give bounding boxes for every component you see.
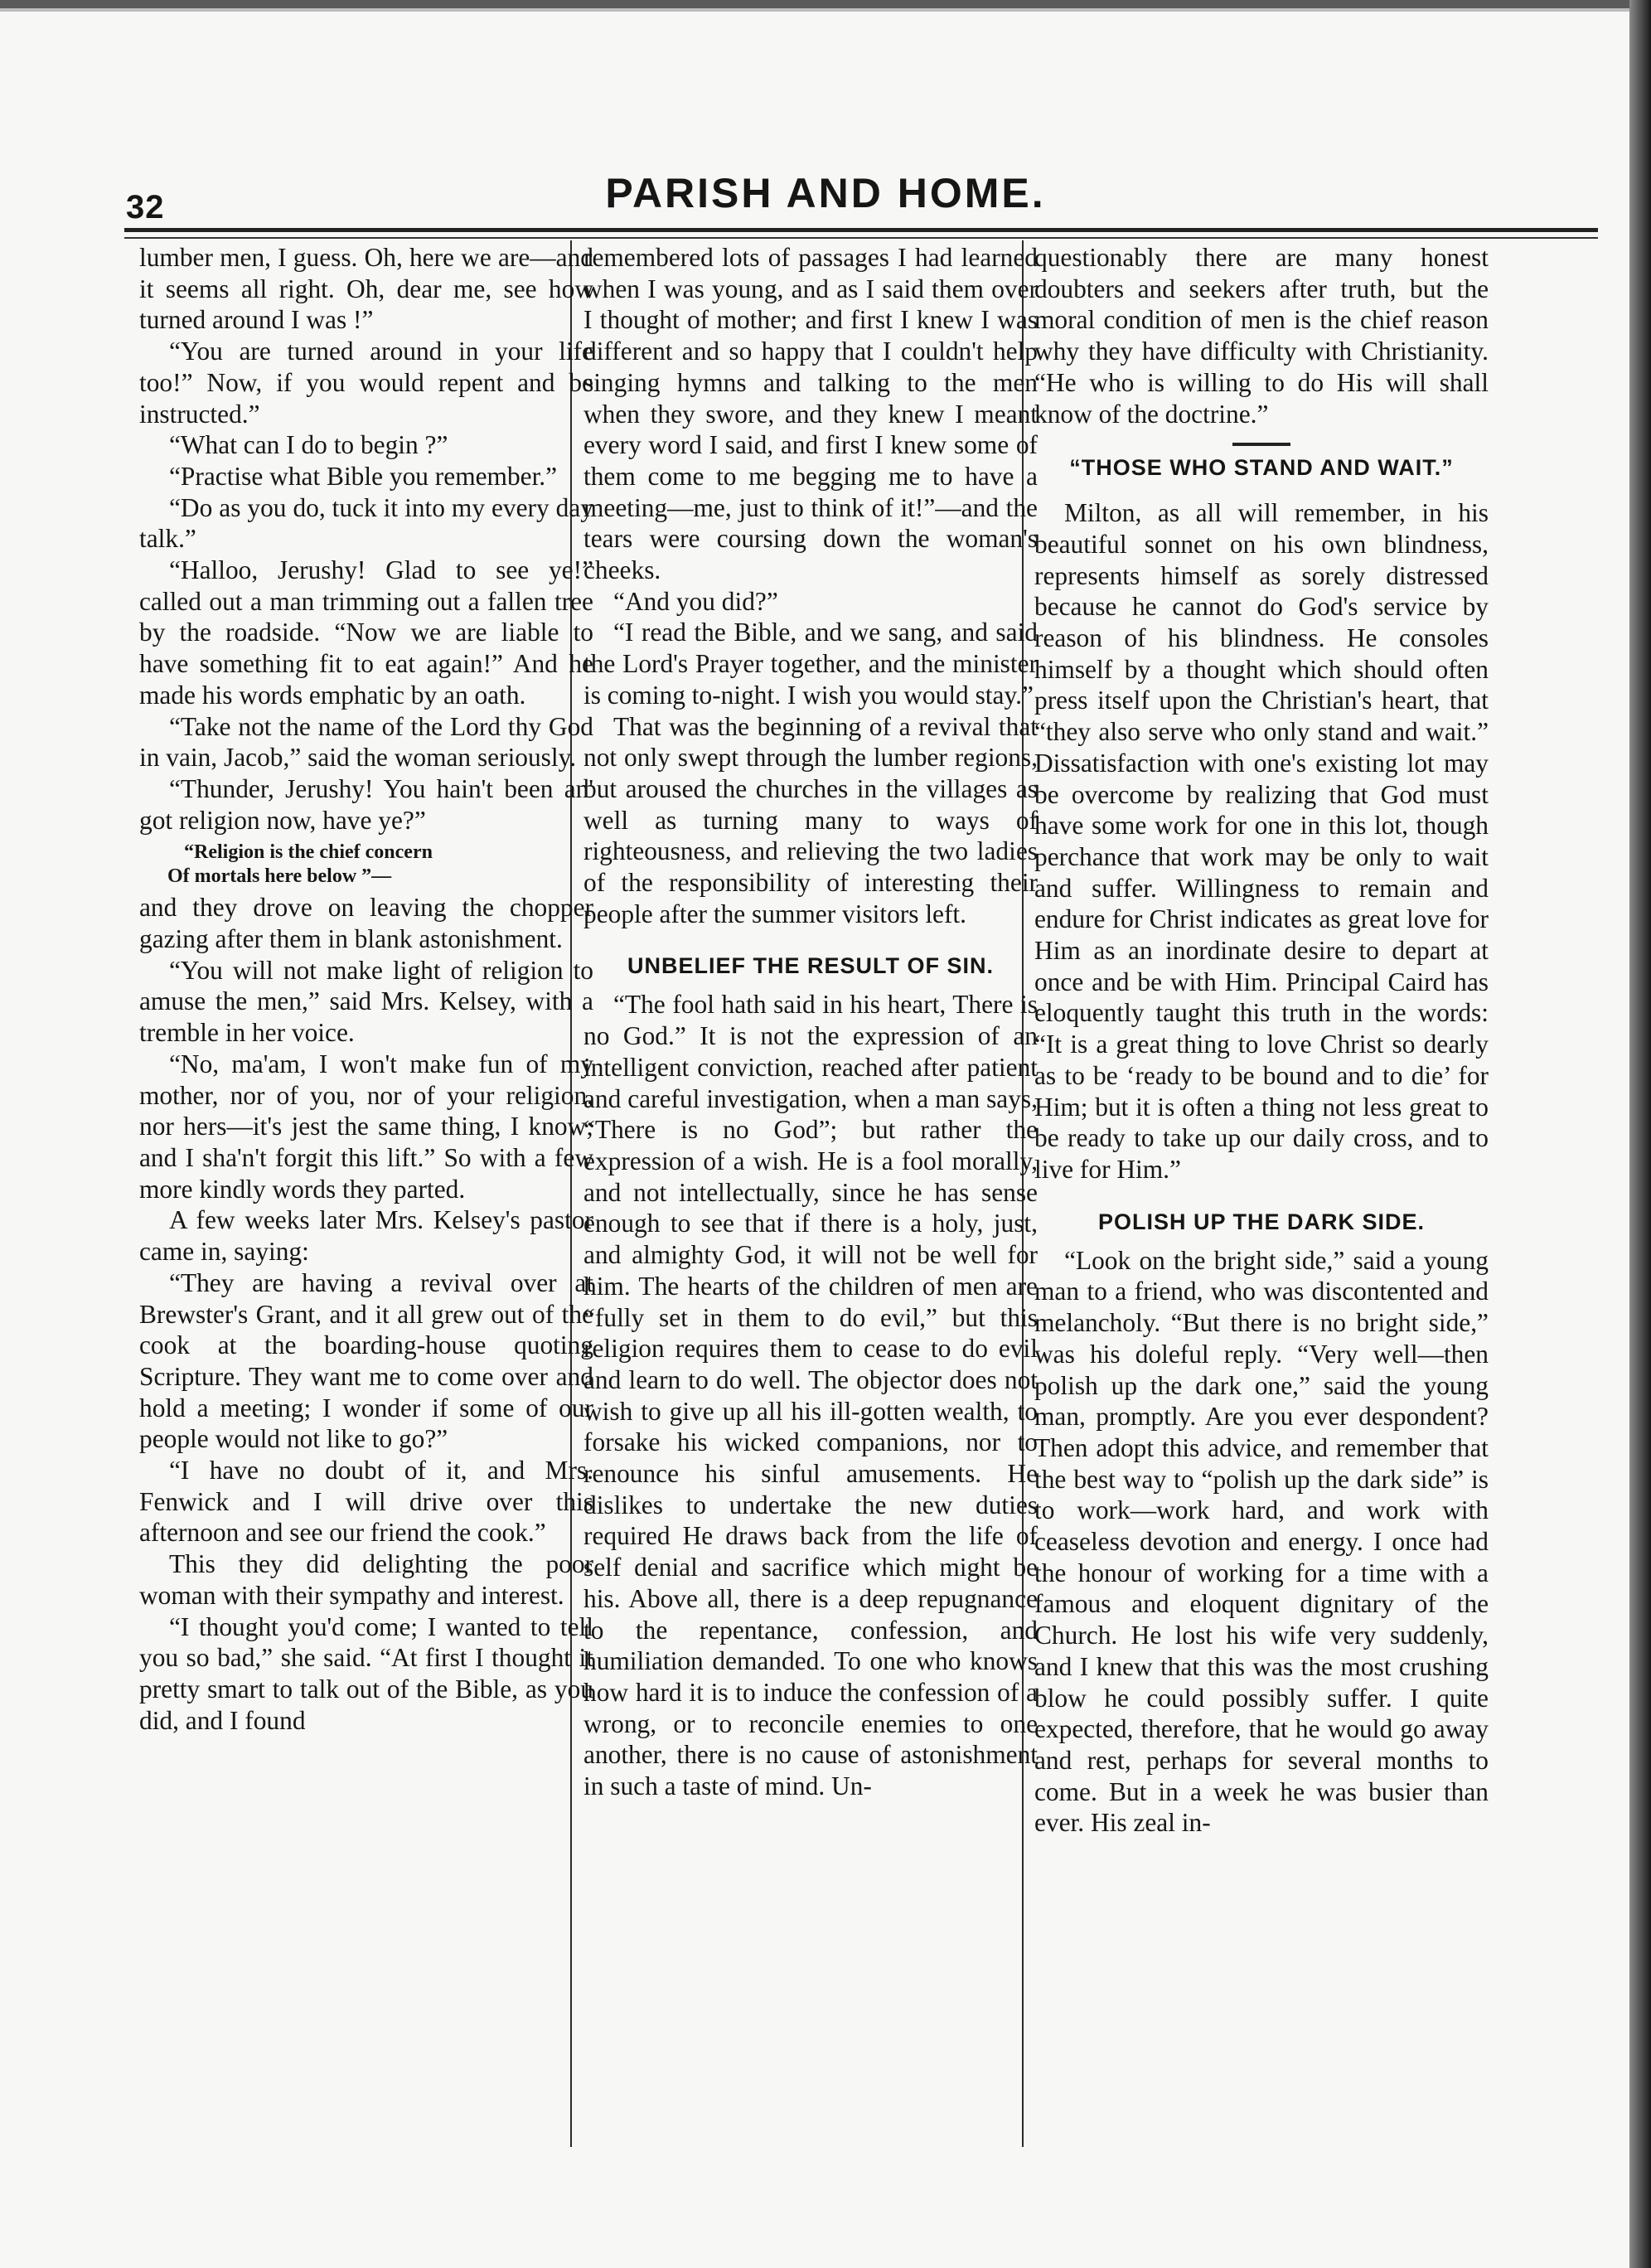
paragraph: “Do as you do, tuck it into my every day talk.”: [139, 492, 593, 554]
scan-edge-top: [0, 0, 1651, 8]
paragraph: “Practise what Bible you remember.”: [169, 461, 558, 491]
section-heading-stand-and-wait: “THOSE WHO STAND AND WAIT.”: [1069, 455, 1454, 481]
header-rule-thin: [124, 237, 1598, 239]
paragraph: “What can I do to begin ?”: [169, 430, 448, 460]
paragraph: “Halloo, Jerushy! Glad to see ye!” called out a man trimming out a fallen tree by the roadside. “Now we are liable to have something fit to eat again!” And he made his words emphatic by an oath.: [139, 555, 593, 710]
paragraph: and they drove on leaving the chopper gazing after them in blank astonishment.: [139, 893, 593, 954]
header-rule-thick: [124, 228, 1598, 232]
scan-edge-right: [1629, 0, 1651, 2268]
paragraph: lumber men, I guess. Oh, here we are—and it seems all right. Oh, dear me, see how turned around I was !”: [139, 243, 593, 335]
column-1: [139, 242, 593, 1736]
paragraph: “And you did?”: [613, 586, 778, 616]
spacer: [583, 929, 1038, 944]
paragraph: remembered lots of passages I had learned when I was young, and as I said them over I thought of mother; and first I knew I was different and so happy that I couldn't help singing hymns and talking to the men when they swore, and they knew I meant every word I said, and first I knew some of them come to me begging me to have a meeting—me, just to think of it!”—and the tears were coursing down the woman's cheeks.: [583, 243, 1038, 585]
section-heading-polish-dark-side: POLISH UP THE DARK SIDE.: [1097, 1209, 1426, 1234]
paragraph: “They are having a revival over at Brewster's Grant, and it all grew out of the cook at the boarding-house quoting Scripture. They want me to come over and hold a meeting; I wonder if some of our people would not like to go?”: [139, 1267, 593, 1454]
paragraph: “I thought you'd come; I wanted to tell you so bad,” she said. “At first I thought it pretty smart to talk out of the Bible, as you did, and I found: [139, 1611, 593, 1735]
paragraph: “Take not the name of the Lord thy God in vain, Jacob,” said the woman seriously.: [139, 711, 593, 773]
scan-edge-top-inner: [0, 8, 1651, 12]
paragraph: “Look on the bright side,” said a young man to a friend, who was discontented and melancholy. “But there is no bright side,” was his doleful reply. “Very well—then polish up the dark one,” said the young man, promptly. Are you ever despondent? Then adopt this advice, and remember that the best way to “polish up the dark side” is to work—work hard, and work with ceaseless devotion and energy. I once had the honour of working for a time with a famous and eloquent dignitary of the Church. He lost his wife very suddenly, and I knew that this was the most crushing blow he could possibly suffer. I quite expected, therefore, that he would go away and rest, perhaps for several months to come. But in a week he was busier than ever. His zeal in-: [1034, 1245, 1489, 1838]
verse-quotation: [167, 841, 593, 889]
paragraph: questionably there are many honest doubters and seekers after truth, but the moral condition of men is the chief reason why they have difficulty with Christianity. “He who is willing to do His will shall know of the doctrine.”: [1034, 243, 1489, 429]
page-number: 32: [126, 189, 165, 225]
column-2: [583, 242, 1038, 1802]
verse-line: Of mortals here below ”—: [167, 865, 392, 888]
paragraph: “I read the Bible, and we sang, and said the Lord's Prayer together, and the minister is coming to-night. I wish you would stay.”: [583, 618, 1038, 710]
paragraph: “You are turned around in your life too!” Now, if you would repent and be instructed.”: [139, 337, 593, 429]
verse-line: “Religion is the chief concern: [184, 841, 433, 864]
paragraph: Milton, as all will remember, in his beautiful sonnet on his own blindness, represents himself as sorely distressed because he cannot do God's service by reason of his blindness. He consoles himself by a thought which should often press itself upon the Christian's heart, that “they also serve who only stand and wait.” Dissatisfaction with one's existing lot may be overcome by realizing that God must have some work for one in this lot, though perchance that work may be only to wait and suffer. Willingness to remain and endure for Christ indicates as great love for Him as an inordinate desire to depart at once and be with Him. Principal Caird has eloquently taught this truth in the words: “It is a great thing to love Christ so dearly as to be ‘ready to be bound and to die’ for Him; but it is often a thing not less great to be ready to take up our daily cross, and to live for Him.”: [1034, 498, 1489, 1184]
paragraph: This they did delighting the poor woman with their sympathy and interest.: [139, 1549, 593, 1610]
column-3: [1034, 242, 1489, 1839]
paragraph: “The fool hath said in his heart, There is no God.” It is not the expression of an intelligent conviction, reached after patient and careful investigation, when a man says, “There is no God”; but rather the expression of a wish. He is a fool morally, and not intellectually, since he has sense enough to see that if there is a holy, just, and almighty God, it will not be well for him. The hearts of the children of men are “fully set in them to do evil,” but this religion requires them to cease to do evil and learn to do well. The objector does not wish to give up all his ill-gotten wealth, to forsake his wicked companions, nor to renounce his sinful amusements. He dislikes to undertake the new duties required He draws back from the life of self denial and sacrifice which might be his. Above all, there is a deep repugnance to the repentance, confession, and humiliation demanded. To one who knows how hard it is to induce the confession of a wrong, or to reconcile enemies to one another, there is no cause of astonishment in such a taste of mind. Un-: [583, 990, 1038, 1801]
spacer: [1034, 491, 1489, 497]
paragraph: “You will not make light of religion to amuse the men,” said Mrs. Kelsey, with a tremble in her voice.: [139, 955, 593, 1048]
paragraph: A few weeks later Mrs. Kelsey's pastor came in, saying:: [139, 1205, 593, 1267]
paragraph: “Thunder, Jerushy! You hain't been an' got religion now, have ye?”: [139, 773, 593, 835]
paragraph: “I have no doubt of it, and Mrs. Fenwick and I will drive over this afternoon and see our friend the cook.”: [139, 1456, 593, 1548]
spacer: [1034, 1185, 1489, 1200]
paragraph: “No, ma'am, I won't make fun of my mother, nor of you, nor of your religion, nor hers—it's jest the same thing, I know; and I sha'n't forgit this lift.” So with a few more kindly words they parted.: [139, 1049, 593, 1204]
paragraph: That was the beginning of a revival that not only swept through the lumber regions, but aroused the churches in the villages as well as turning many to ways of righteousness, and relieving the two ladies of the responsibility of interesting their people after the summer visitors left.: [583, 711, 1038, 928]
section-heading-unbelief: UNBELIEF THE RESULT OF SIN.: [627, 953, 994, 979]
section-separator: [1232, 443, 1290, 446]
running-head: PARISH AND HOME.: [605, 170, 1046, 216]
